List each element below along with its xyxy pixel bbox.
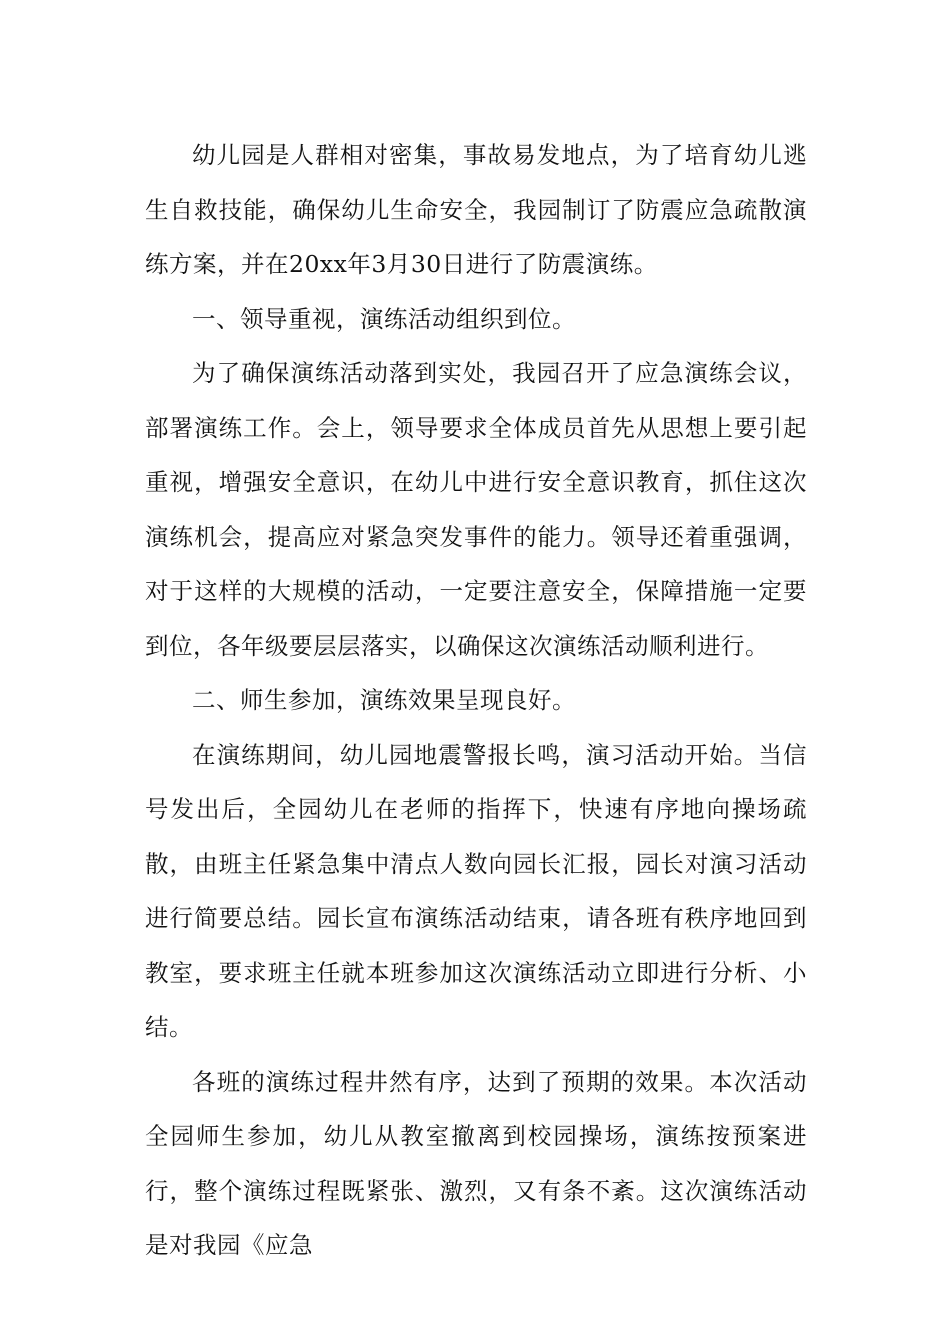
paragraph-section-1: 为了确保演练活动落到实处，我园召开了应急演练会议，部署演练工作。会上，领导要求全体成员首先从思想上要引起重视，增强安全意识，在幼儿中进行安全意识教育，抓住这次演练机会，提高应对紧急突发事件的能力。领导还着重强调，对于这样的大规模的活动，一定要注意安全，保障措施一定要到位，各年级要层层落实，以确保这次演练活动顺利进行。 bbox=[145, 359, 807, 660]
section-heading-1: 一、领导重视，演练活动组织到位。 bbox=[192, 304, 576, 333]
paragraph-section-2a: 在演练期间，幼儿园地震警报长鸣，演习活动开始。当信号发出后，全园幼儿在老师的指挥下，快速有序地向操场疏散，由班主任紧急集中清点人数向园长汇报，园长对演习活动进行简要总结。园长宣布演练活动结束，请各班有秩序地回到教室，要求班主任就本班参加这次演练活动立即进行分析、小结。 bbox=[145, 740, 807, 1041]
document-body bbox=[145, 128, 807, 1273]
paragraph-intro: 幼儿园是人群相对密集，事故易发地点，为了培育幼儿逃生自救技能，确保幼儿生命安全，我园制订了防震应急疏散演练方案，并在20xx年3月30日进行了防震演练。 bbox=[145, 141, 807, 278]
paragraph-section-2b: 各班的演练过程井然有序，达到了预期的效果。本次活动全园师生参加，幼儿从教室撤离到校园操场，演练按预案进行，整个演练过程既紧张、激烈，又有条不紊。这次演练活动是对我园《应急 bbox=[145, 1067, 807, 1259]
section-heading-2: 二、师生参加，演练效果呈现良好。 bbox=[192, 686, 576, 714]
